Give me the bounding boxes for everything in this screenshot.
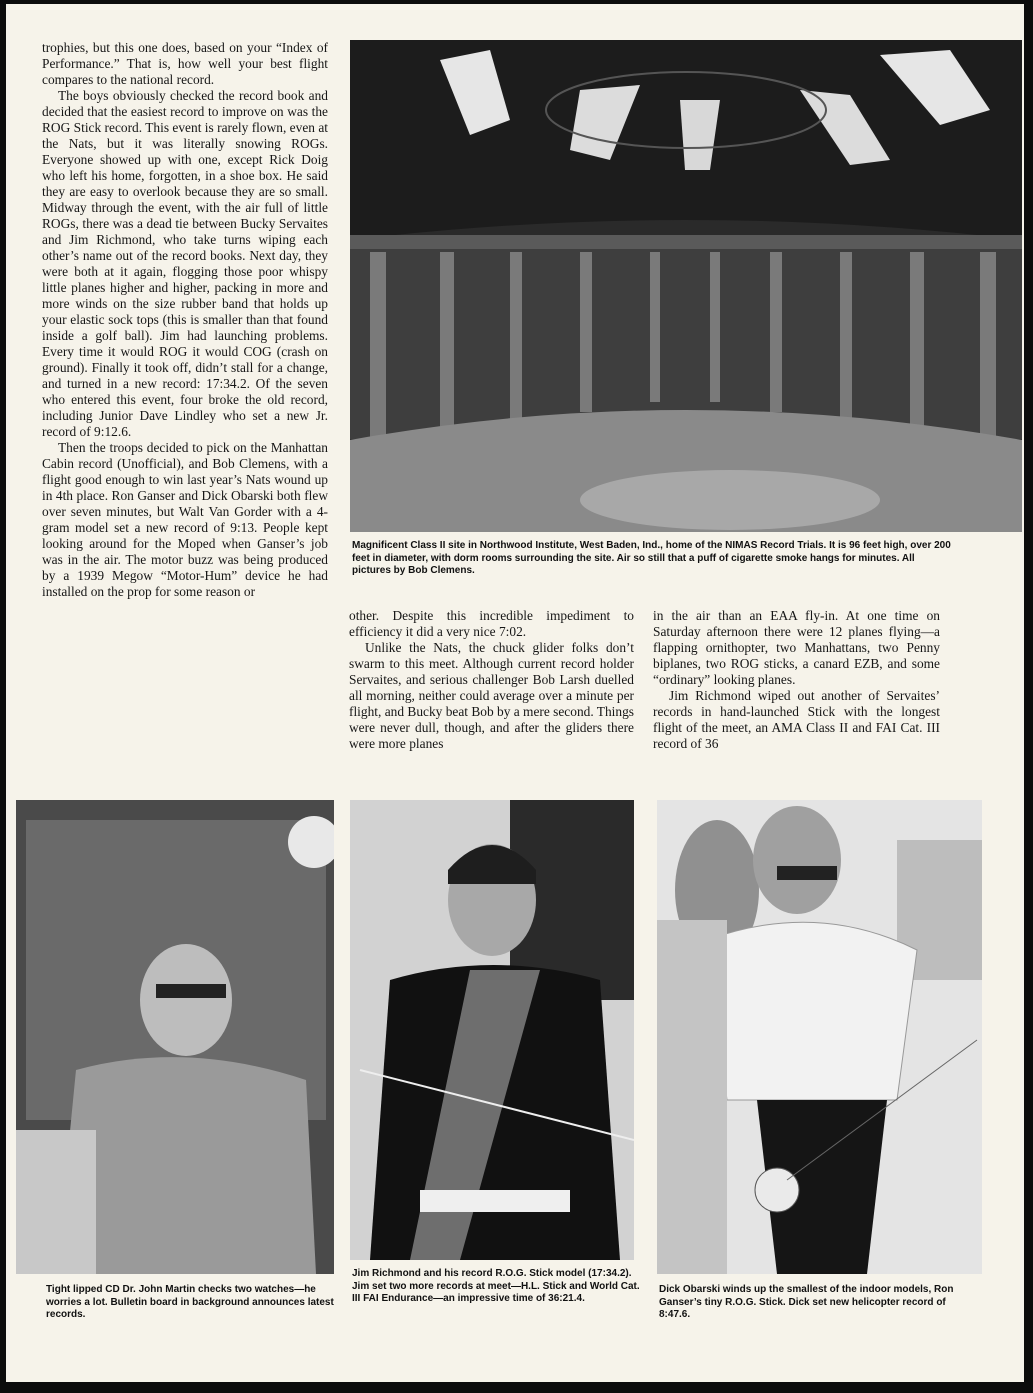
jim-richmond-photo (350, 800, 634, 1260)
paragraph: other. Despite this incredible impediment to efficiency it did a very nice 7:02. (349, 608, 634, 639)
man-with-bulletin-board-image (16, 800, 334, 1274)
man-holding-model-image (350, 800, 634, 1260)
john-martin-photo (16, 800, 334, 1274)
paragraph: Then the troops decided to pick on the Manhattan Cabin record (Unofficial), and Bob Clemens, with a flight good enough to win last year’s Nats wound up in 4th place. Ron Ganser and Dick Obarski both flew over seven minutes, but Walt Van Gorder with a 4-gram model set a new record of 9:13. People kept looking around for the Moped when Ganser’s job was in the air. The motor buzz was being produced by a 1939 Megow “Motor-Hum” device he had installed on the prop for some reason or (42, 440, 328, 599)
dome-photo-caption: Magnificent Class II site in Northwood Institute, West Baden, Ind., home of the NIMAS Record Trials. It is 96 feet high, over 200 feet in diameter, with dorm rooms surrounding the site. Air so still that a puff of cigarette smoke hangs for minutes. All pictures by Bob Clemens. (352, 540, 951, 576)
men-winding-model-image (657, 800, 982, 1274)
paragraph: Unlike the Nats, the chuck glider folks don’t swarm to this meet. Although current record holder Servaites, and serious challenger Bob Larsh duelled all morning, neither could average over a minute per flight, and Bucky beat Bob by a mere second. Things were never dull, though, and after the gliders there were more planes (349, 640, 634, 751)
magazine-page (6, 4, 1024, 1382)
dome-photo (350, 40, 1022, 532)
paragraph: Jim Richmond wiped out another of Servaites’ records in hand-launched Stick with the longest flight of the meet, an AMA Class II and FAI Cat. III record of 36 (653, 688, 940, 751)
dome-interior-image (350, 40, 1022, 532)
article-column-left (42, 40, 328, 600)
dick-obarski-caption: Dick Obarski winds up the smallest of the indoor models, Ron Ganser’s tiny R.O.G. Stick. Dick set new helicopter record of 8:47.6. (659, 1284, 954, 1320)
paragraph: trophies, but this one does, based on your “Index of Performance.” That is, how well your best flight compares to the national record. (42, 40, 328, 87)
jim-richmond-caption: Jim Richmond and his record R.O.G. Stick model (17:34.2). Jim set two more records at meet—H.L. Stick and World Cat. III FAI Endurance—an impressive time of 36:21.4. (352, 1268, 640, 1304)
paragraph: in the air than an EAA fly-in. At one time on Saturday afternoon there were 12 planes flying—a flapping ornithopter, two Manhattans, two Penny biplanes, two ROG sticks, a canard EZB, and some “ordinary” looking planes. (653, 608, 940, 687)
article-column-middle (349, 608, 634, 752)
paragraph: The boys obviously checked the record book and decided that the easiest record to improve on was the ROG Stick record. This event is rarely flown, even at the Nats, but it was literally snowing ROGs. Everyone showed up with one, except Rick Doig who left his home, forgotten, in a shoe box. He said they are easy to overlook because they are so small. Midway through the event, with the air full of little ROGs, there was a dead tie between Bucky Servaites and Jim Richmond, who take turns wiping each other’s name out of the record books. Next day, they were both at it again, flogging those poor whispy little planes higher and higher, packing in more and more winds on the size rubber band that holds up your elastic sock tops (this is smaller than that found inside a golf ball). Jim had launching problems. Every time it would ROG it would COG (crash on ground). Finally it took off, didn’t stall for a change, and turned in a new record: 17:34.2. Of the seven who entered this event, four broke the old record, including Junior Dave Lindley who set a new Jr. record of 9:12.6. (42, 88, 328, 439)
dick-obarski-photo (657, 800, 982, 1274)
article-column-right (653, 608, 940, 752)
john-martin-caption: Tight lipped CD Dr. John Martin checks two watches—he worries a lot. Bulletin board in background announces latest records. (46, 1284, 334, 1320)
